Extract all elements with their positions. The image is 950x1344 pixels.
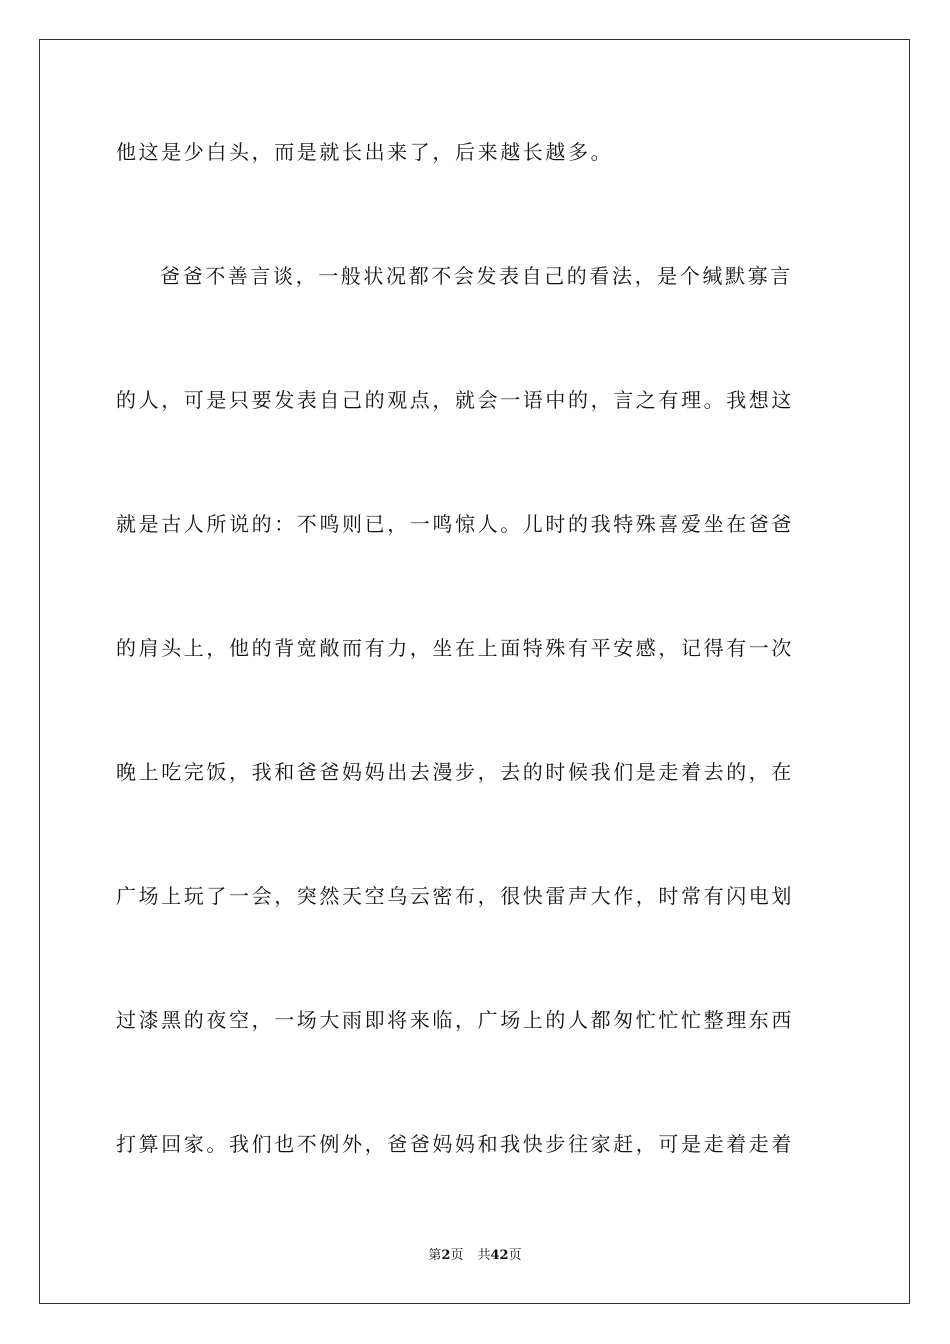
paragraph-line: 广场上玩了一会，突然天空乌云密布，很快雷声大作，时常有闪电划 xyxy=(116,884,794,908)
paragraph-line: 打算回家。我们也不例外，爸爸妈妈和我快步往家赶，可是走着走着 xyxy=(116,1132,794,1156)
page-number: 2 xyxy=(441,1248,451,1263)
paragraph-line: 晚上吃完饭，我和爸爸妈妈出去漫步，去的时候我们是走着去的，在 xyxy=(116,760,794,784)
total-prefix: 共 xyxy=(477,1248,491,1263)
paragraph-line: 的人，可是只要发表自己的观点，就会一语中的，言之有理。我想这 xyxy=(116,388,794,412)
total-suffix: 页 xyxy=(508,1248,522,1263)
paragraph-line: 过漆黑的夜空，一场大雨即将来临，广场上的人都匆忙忙忙整理东西 xyxy=(116,1008,794,1032)
page-footer xyxy=(0,1248,950,1264)
page-suffix: 页 xyxy=(450,1248,464,1263)
paragraph-line: 他这是少白头，而是就长出来了，后来越长越多。 xyxy=(116,140,614,164)
page-prefix: 第 xyxy=(428,1248,442,1263)
paragraph-line: 的肩头上，他的背宽敞而有力，坐在上面特殊有平安感，记得有一次 xyxy=(116,636,794,660)
paragraph-line: 就是古人所说的：不鸣则已，一鸣惊人。儿时的我特殊喜爱坐在爸爸 xyxy=(116,512,794,536)
total-pages: 42 xyxy=(490,1248,509,1263)
page-border xyxy=(39,39,910,1304)
paragraph-line: 爸爸不善言谈，一般状况都不会发表自己的看法，是个缄默寡言 xyxy=(160,264,793,288)
